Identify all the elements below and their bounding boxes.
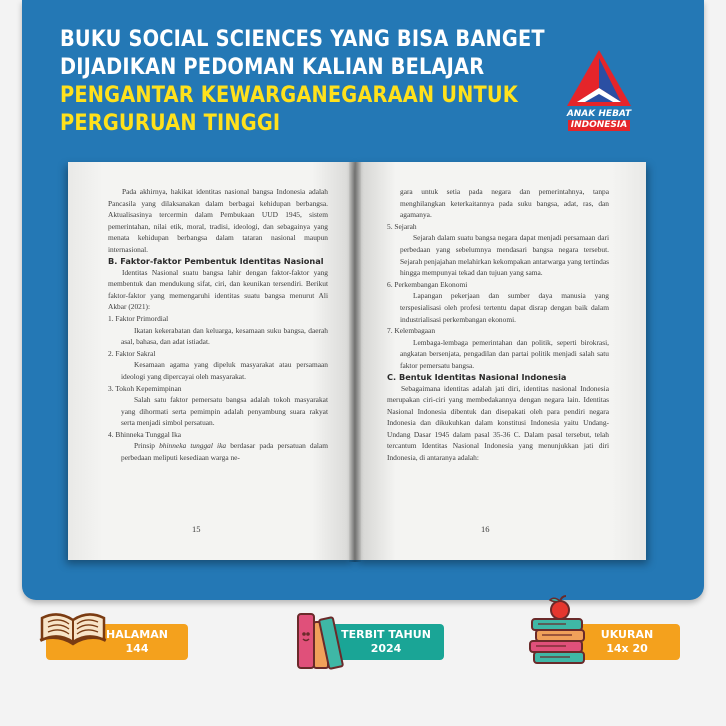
pages-badge-value: 144 [125,642,149,655]
list-item-4-text-b: berdasar pada persatuan dalam perbedaan meliputi kesediaan warga ne- [121,441,328,463]
list-item-2-text: Kesamaan agama yang dipeluk masyarakat atau persamaan ideologi yang dipercayai oleh masyarakat. [121,360,328,381]
left-page-text [108,186,328,464]
right-page-number: 16 [481,524,490,534]
book-stack-apple-icon [526,594,590,668]
list-item-4-text-a: Prinsip [134,441,160,451]
list-item-7-title: 7. Kelembagaan [387,326,436,336]
pages-badge-label: HALAMAN [106,628,168,641]
headline [60,26,545,138]
left-paragraph-1: Pada akhirnya, hakikat identitas nasional bangsa Indonesia adalah Pancasila yang dilaksanakan dalam berbagai kehidupan berbangsa. Aktualisasinya tercermin dalam Pembukaan UUD 1945, sistem pemerintahan, nilai etik, moral, tradisi, ideologi, dan sebagainya yang menata kehidupan berbangsa dalam tataran nasional maupun internasional. [108,187,328,254]
left-page-number: 15 [192,524,201,534]
list-item-5-title: 5. Sejarah [387,221,417,231]
list-item-6-text: Lapangan pekerjaan dan sumber daya manusia yang terspesialisasi oleh profesi tertentu dapat disrap dengan baik dalam industrialisasi perkembangan ekonomi. [400,291,609,324]
list-item-2-title: 2. Faktor Sakral [108,348,156,358]
left-section-heading: B. Faktor-faktor Pembentuk Identitas Nasional [108,255,324,266]
list-item-4-text [108,440,328,463]
year-badge-value: 2024 [370,642,402,655]
right-page [355,162,646,560]
open-book-icon [38,606,108,646]
size-badge-label: UKURAN [600,628,654,641]
list-item-3-text: Salah satu faktor pemersatu bangsa adalah tokoh masyarakat yang dihormati serta pemimpin adalah penyambung suara rakyat serta menjadi simbol persatuan. [121,395,328,428]
triangle-logo-icon [563,48,635,110]
right-paragraph-1: Sebagaimana identitas adalah jati diri, identitas nasional Indonesia merupakan ciri-ciri yang membedakannya dengan negara lain. Identitas Nasional Indonesia dibentuk dan disepakati oleh para pendiri negara Indonesia dan dikukuhkan dalam konstitusi Indonesia yaitu Undang-Undang Dasar 1945 dalam pasal 35-36 C. Dalam pasal tersebut, telah tercantum Identitas Nasional Indonesia yang menunjukkan jati diri Indonesia, di antaranya adalah: [387,383,609,463]
book-spine-shadow [349,162,361,562]
anak-hebat-logo [563,48,635,138]
list-item-4-text-italic: bhinneka tunggal ika [159,441,227,451]
logo-text [563,110,635,131]
list-item-7-text: Lembaga-lembaga pemerintahan dan politik, seperti birokrasi, angkatan bersenjata, pengadilan dan partai politik menjadi salah satu faktor pemersatu bangsa. [400,337,609,370]
list-item-5-text: Sejarah dalam suatu bangsa negara dapat menjadi persamaan dari perbedaan yang sebelumnya mendasari bangsa negara tersebut. Sejarah penjajahan melahirkan kekompakan antarwarga yang tertindas hingga mempunyai tekad dan tujuan yang sama. [400,233,609,278]
left-page [68,162,355,560]
list-item-1-title: 1. Faktor Primordial [108,313,169,323]
left-paragraph-2: Identitas Nasional suatu bangsa lahir dengan faktor-faktor yang membentuk dan mendukung sifat, ciri, dan keunikan tersendiri. Berikut faktor-faktor yang memengaruhi identitas suatu bangsa menurut Ali Akbar (2021): [108,267,328,312]
list-item-3-title: 3. Tokoh Kepemimpinan [108,383,182,393]
headline-line-1: BUKU SOCIAL SCIENCES YANG BISA BANGET [60,27,545,52]
list-item-1-text: Ikatan kekerabatan dan keluarga, kesamaan suku bangsa, daerah asal, bahasa, dan adat istiadat. [121,325,328,347]
logo-text-bottom: INDONESIA [568,120,630,131]
list-item-4-title: 4. Bhinneka Tunggal Ika [108,429,182,439]
headline-line-4: PERGURUAN TINGGI [60,111,281,136]
headline-line-3: PENGANTAR KEWARGANEGARAAN UNTUK [60,83,518,108]
size-badge-value: 14x 20 [606,642,648,655]
right-continuation: gara untuk setia pada negara dan pemerintahnya, tanpa menghilangkan keterkaitannya pada suku bangsa, adat, ras, dan agamanya. [400,187,609,220]
right-page-text [387,186,609,464]
books-icon [294,608,350,672]
list-item-6-title: 6. Perkembangan Ekonomi [387,279,468,289]
headline-line-2: DIJADIKAN PEDOMAN KALIAN BELAJAR [60,55,485,80]
year-badge-label: TERBIT TAHUN [341,628,431,641]
right-section-heading: C. Bentuk Identitas Nasional Indonesia [387,371,567,382]
logo-text-top: ANAK HEBAT [566,109,632,119]
open-book [68,162,648,562]
